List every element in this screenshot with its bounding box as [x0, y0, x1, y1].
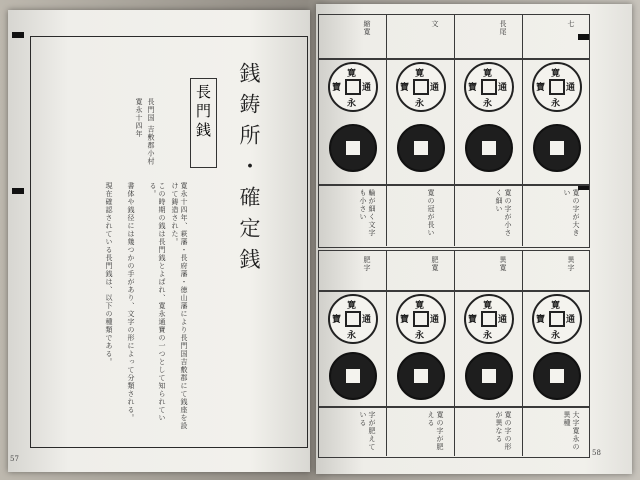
coin-inscription-bottom: 永	[483, 331, 493, 341]
table-column-divider	[522, 250, 523, 456]
table-column-divider	[454, 250, 455, 456]
page-title: 銭鋳所・確定銭	[237, 62, 261, 279]
square-hole	[345, 79, 361, 95]
square-hole	[549, 311, 565, 327]
square-hole	[346, 141, 360, 155]
right-page	[316, 4, 632, 474]
coin-obverse	[464, 294, 514, 344]
coin-inscription-left: 寶	[332, 315, 342, 325]
edge-tab-marker	[12, 188, 24, 194]
coin-caption: 寛の字が肥える	[427, 411, 444, 451]
body-paragraph-2: この時期の銭は長門銭とよばれ、寛永通寶の一つとして知られている。	[149, 182, 166, 422]
coin-reverse	[533, 124, 581, 172]
date-note: 寛永十四年	[135, 98, 143, 138]
coin-inscription-right: 通	[498, 315, 508, 325]
column-header: 文	[431, 20, 439, 28]
square-hole	[549, 79, 565, 95]
square-hole	[550, 141, 564, 155]
coin-inscription-left: 寶	[400, 315, 410, 325]
square-hole	[550, 369, 564, 383]
coin-obverse	[464, 62, 514, 112]
coin-reverse	[465, 352, 513, 400]
location-note: 長門国 吉敷郡小村	[147, 98, 155, 166]
coin-inscription-right: 通	[430, 315, 440, 325]
column-header: 縮寛	[363, 20, 371, 36]
coin-caption: 寛の字が大きい	[563, 189, 580, 237]
column-header: 異字	[567, 256, 575, 272]
coin-reverse	[397, 352, 445, 400]
coin-inscription-right: 通	[362, 315, 372, 325]
coin-inscription-left: 寶	[400, 83, 410, 93]
table-column-divider	[386, 14, 387, 246]
coin-inscription-top: 寛	[347, 69, 357, 79]
page-number: 58	[592, 449, 601, 457]
square-hole	[414, 369, 428, 383]
body-paragraph-1: 寛永十四年、萩藩・長府藩・徳山藩により長門国吉敷郡にて銭座を設けて鋳造された。	[171, 182, 188, 430]
coin-obverse	[532, 62, 582, 112]
coin-inscription-right: 通	[430, 83, 440, 93]
square-hole	[482, 369, 496, 383]
square-hole	[346, 369, 360, 383]
coin-inscription-right: 通	[566, 83, 576, 93]
coin-caption: 字が肥えている	[359, 411, 376, 451]
coin-inscription-left: 寶	[332, 83, 342, 93]
left-page	[8, 10, 310, 472]
coin-obverse	[328, 294, 378, 344]
coin-obverse	[328, 62, 378, 112]
column-header: 肥寛	[431, 256, 439, 272]
coin-inscription-left: 寶	[536, 315, 546, 325]
coin-inscription-bottom: 永	[415, 99, 425, 109]
coin-inscription-bottom: 永	[483, 99, 493, 109]
coin-caption: 寛の冠が長い	[427, 189, 435, 237]
coin-inscription-top: 寛	[483, 301, 493, 311]
coin-reverse	[329, 352, 377, 400]
coin-inscription-top: 寛	[347, 301, 357, 311]
page-number: 57	[10, 455, 19, 463]
coin-inscription-bottom: 永	[551, 331, 561, 341]
coin-inscription-right: 通	[566, 315, 576, 325]
square-hole	[481, 311, 497, 327]
column-header: 異寛	[499, 256, 507, 272]
coin-inscription-top: 寛	[551, 301, 561, 311]
square-hole	[345, 311, 361, 327]
body-paragraph-3: 書体や銭径には幾つかの手があり、文字の形によって分類される。	[127, 182, 135, 422]
square-hole	[414, 141, 428, 155]
coin-reverse	[465, 124, 513, 172]
table-column-divider	[522, 14, 523, 246]
coin-inscription-left: 寶	[536, 83, 546, 93]
coin-inscription-bottom: 永	[415, 331, 425, 341]
coin-inscription-top: 寛	[415, 69, 425, 79]
coin-inscription-bottom: 永	[347, 331, 357, 341]
coin-inscription-bottom: 永	[551, 99, 561, 109]
table-column-divider	[386, 250, 387, 456]
table-column-divider	[454, 14, 455, 246]
left-page-frame	[30, 36, 308, 448]
coin-inscription-left: 寶	[468, 315, 478, 325]
coin-caption: 大字寛永の異種	[563, 411, 580, 451]
coin-caption: 寛の字の形が異なる	[495, 411, 512, 451]
square-hole	[481, 79, 497, 95]
coin-obverse	[396, 294, 446, 344]
edge-tab-marker	[12, 32, 24, 38]
coin-obverse	[532, 294, 582, 344]
square-hole	[482, 141, 496, 155]
coin-reverse	[329, 124, 377, 172]
coin-reverse	[397, 124, 445, 172]
coin-inscription-right: 通	[498, 83, 508, 93]
coin-caption: 寛の字が小さく細い	[495, 189, 512, 237]
coin-inscription-right: 通	[362, 83, 372, 93]
coin-inscription-left: 寶	[468, 83, 478, 93]
coin-inscription-top: 寛	[551, 69, 561, 79]
coin-inscription-top: 寛	[483, 69, 493, 79]
coin-obverse	[396, 62, 446, 112]
body-paragraph-4: 現在確認されている長門銭は、以下の種類である。	[105, 182, 113, 366]
column-header: 肥字	[363, 256, 371, 272]
mint-name-badge: 長門銭	[190, 78, 217, 168]
column-header: 長尾	[499, 20, 507, 36]
square-hole	[413, 311, 429, 327]
column-header: 七	[567, 20, 575, 28]
coin-inscription-top: 寛	[415, 301, 425, 311]
square-hole	[413, 79, 429, 95]
coin-reverse	[533, 352, 581, 400]
coin-inscription-bottom: 永	[347, 99, 357, 109]
coin-caption: 輪が細く文字も小さい	[359, 189, 376, 237]
